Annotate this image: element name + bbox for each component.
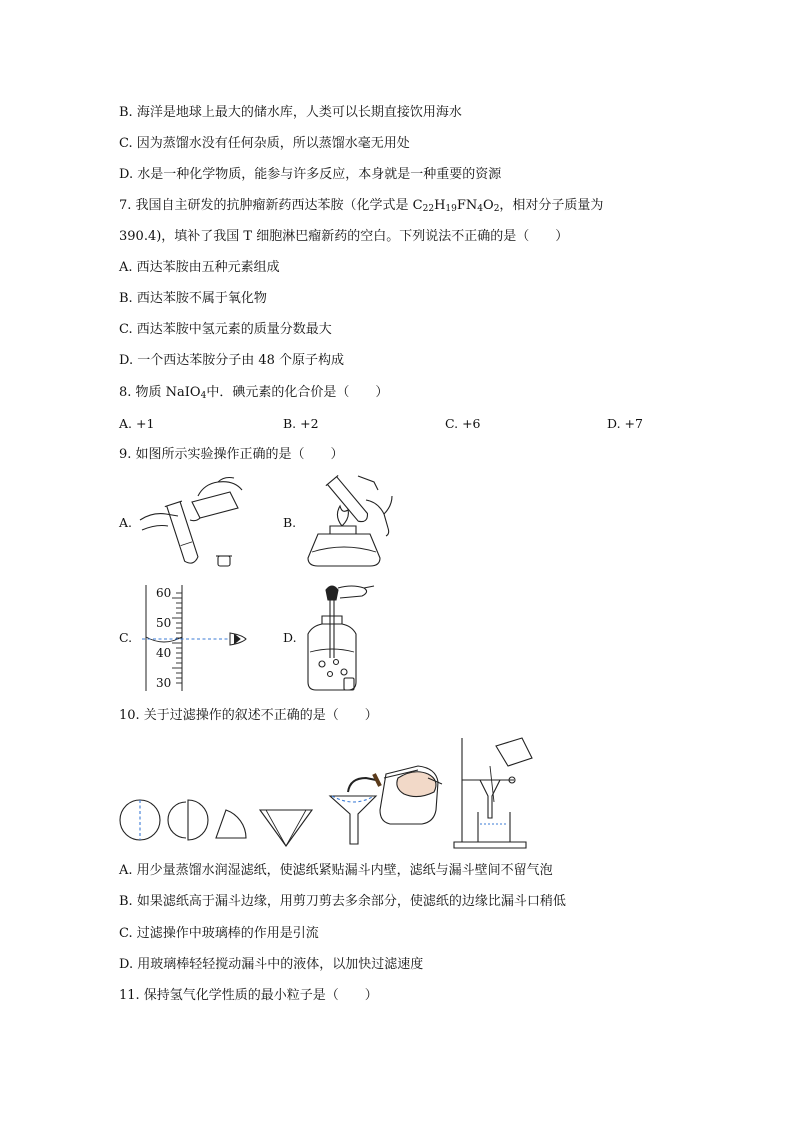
cylinder-mark-40: 40 [156,646,172,660]
q8-option-c: C. +6 [445,416,481,431]
q7-option-a: A. 西达苯胺由五种元素组成 [119,260,280,275]
q8-option-a: A. +1 [119,416,155,431]
q10-option-b: B. 如果滤纸高于漏斗边缘，用剪刀剪去多余部分，使滤纸的边缘比漏斗口稍低 [119,894,566,909]
q8-option-b: B. +2 [283,416,319,431]
dropper-bottle-figure [296,582,376,694]
q8-stem: 8. 物质 NaIO$_4$中．碘元素的化合价是（ ） [119,385,389,401]
q9-stem: 9. 如图所示实验操作正确的是（ ） [119,447,344,462]
heating-test-tube-figure [300,472,395,572]
q8-option-d: D. +7 [607,416,643,431]
q10-option-d: D. 用玻璃棒轻轻搅动漏斗中的液体，以加快过滤速度 [119,957,424,972]
q9-label-c: C. [119,630,133,645]
cylinder-mark-50: 50 [156,616,172,630]
q7-stem-line2: 390.4)，填补了我国 T 细胞淋巴瘤新药的空白。下列说法不正确的是（ ） [119,229,569,244]
cylinder-mark-60: 60 [156,586,172,600]
q7-option-c: C. 西达苯胺中氢元素的质量分数最大 [119,322,332,337]
q6-option-b: B. 海洋是地球上最大的储水库，人类可以长期直接饮用海水 [119,105,462,120]
q7-stem: 7. 我国自主研发的抗肿瘤新药西达苯胺（化学式是 $C_{22}H_{19}FN_4O_2$，相对分子质量为 [119,198,604,214]
q9-label-b: B. [283,515,297,530]
q7-option-d: D. 一个西达苯胺分子由 48 个原子构成 [119,353,345,368]
q6-option-d: D. 水是一种化学物质，能参与许多反应，本身就是一种重要的资源 [119,167,502,182]
cylinder-mark-30: 30 [156,676,172,690]
q7-option-b: B. 西达苯胺不属于氧化物 [119,291,267,306]
q9-label-a: A. [119,515,133,530]
q10-stem: 10. 关于过滤操作的叙述不正确的是（ ） [119,708,378,723]
q10-option-a: A. 用少量蒸馏水润湿滤纸，使滤纸紧贴漏斗内壁，滤纸与漏斗壁间不留气泡 [119,863,553,878]
filtration-procedure-figure [118,738,538,852]
q6-option-c: C. 因为蒸馏水没有任何杂质，所以蒸馏水毫无用处 [119,136,410,151]
pouring-liquid-figure [138,472,250,572]
q10-option-c: C. 过滤操作中玻璃棒的作用是引流 [119,926,319,941]
q11-stem: 11. 保持氢气化学性质的最小粒子是（ ） [119,988,378,1003]
q9-label-d: D. [283,630,297,645]
